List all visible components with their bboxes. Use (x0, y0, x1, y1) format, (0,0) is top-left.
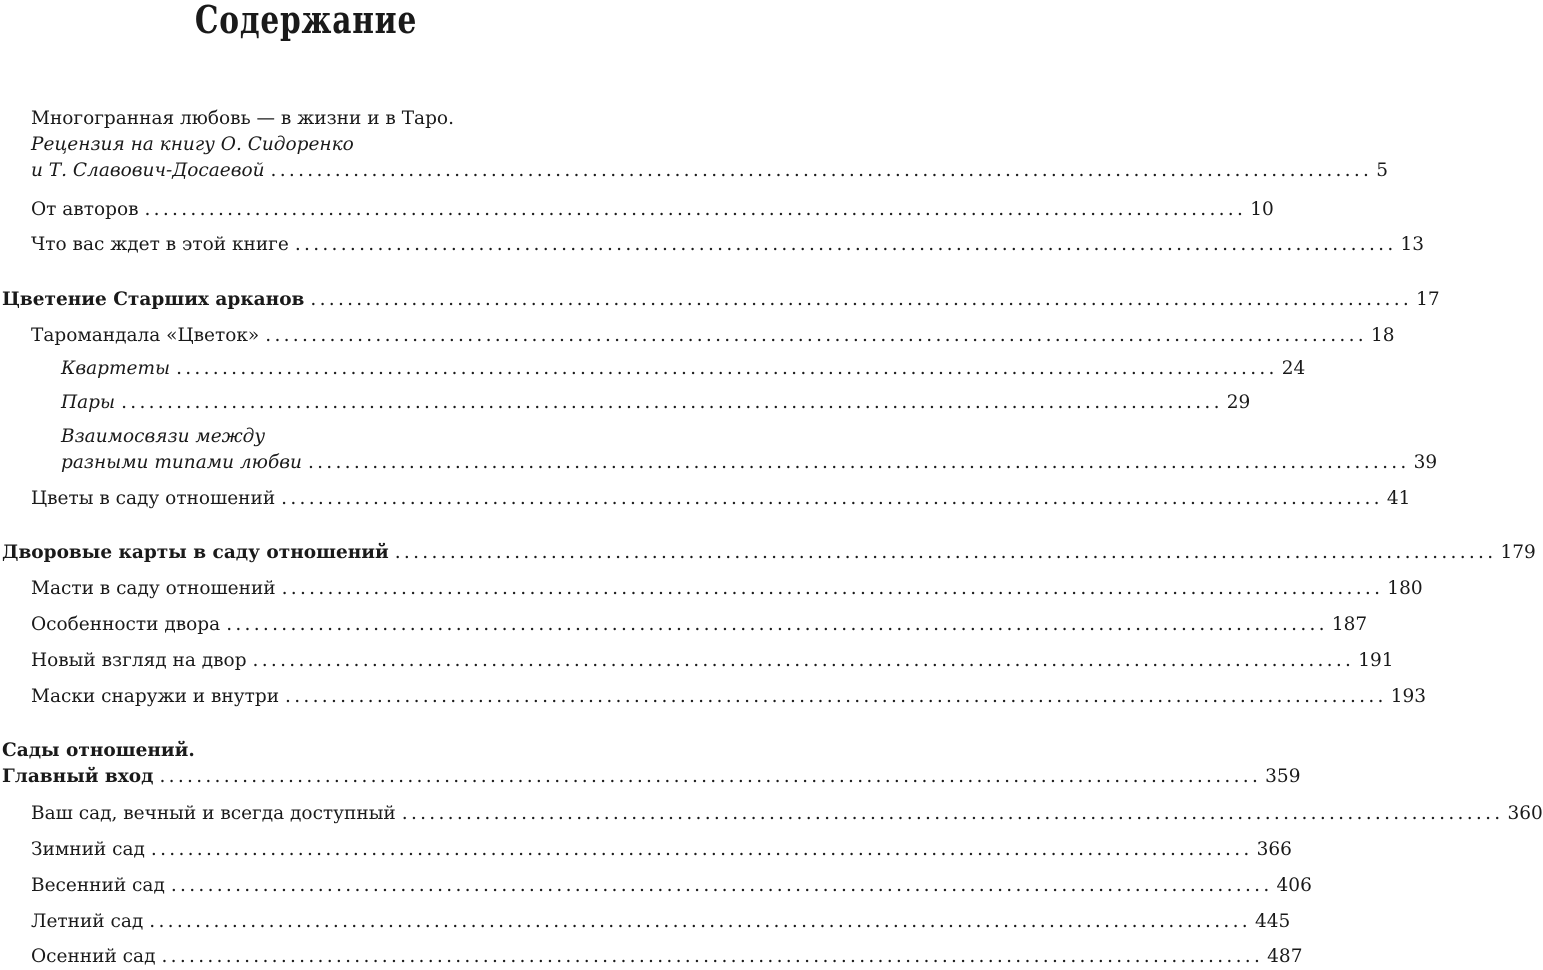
toc-entry[interactable] (31, 837, 1292, 863)
toc-page-number: 359 (1265, 766, 1301, 787)
toc-leader-dots: ........................................................................................................................ (285, 686, 1387, 707)
toc-entry-label: Дворовые карты в саду отношений (2, 542, 389, 563)
toc-page-number: 179 (1500, 542, 1536, 563)
toc-leader-dots: ........................................................................................................................ (121, 392, 1223, 413)
toc-page-number: 29 (1226, 392, 1251, 413)
toc-entry-label: Маски снаружи и внутри (31, 686, 280, 707)
toc-page-number: 191 (1358, 650, 1394, 671)
toc-entry-label: разными типами любви (61, 452, 302, 473)
toc-entry-review[interactable] (31, 106, 1389, 184)
toc-entry[interactable] (31, 648, 1394, 674)
toc-leader-dots: ........................................................................................................................ (159, 766, 1262, 787)
toc-entry[interactable] (31, 323, 1395, 349)
toc-entry-line: Рецензия на книгу О. Сидоренко (31, 134, 354, 155)
toc-entry[interactable] (31, 801, 1543, 827)
toc-entry-label: Зимний сад (31, 839, 145, 860)
toc-subentry[interactable] (61, 424, 1438, 476)
toc-entry-label: Особенности двора (31, 614, 221, 635)
toc-entry[interactable] (31, 944, 1303, 970)
toc-subentry[interactable] (61, 390, 1251, 416)
toc-leader-dots: ........................................................................................................................ (394, 542, 1497, 563)
toc-page-number: 39 (1413, 452, 1438, 473)
toc-entry-label: Цветение Старших арканов (2, 289, 305, 310)
toc-entry-label: Масти в саду отношений (31, 578, 276, 599)
toc-leader-dots: ........................................................................................................................ (270, 160, 1373, 181)
toc-page-number: 13 (1400, 234, 1425, 255)
toc-page-number: 17 (1416, 289, 1440, 310)
toc-entry-label: Цветы в саду отношений (31, 488, 276, 509)
toc-entry-label: Пары (61, 392, 116, 413)
toc-leader-dots: ........................................................................................................................ (226, 614, 1328, 635)
toc-leader-dots: ........................................................................................................................ (310, 289, 1413, 310)
toc-page-number: 366 (1256, 839, 1292, 860)
toc-page-number: 10 (1250, 199, 1274, 220)
toc-entry[interactable] (31, 873, 1312, 899)
toc-leader-dots: ........................................................................................................................ (149, 911, 1251, 932)
toc-entry[interactable] (31, 576, 1423, 602)
toc-entry-label: Летний сад (31, 911, 144, 932)
toc-entry[interactable] (31, 232, 1425, 258)
toc-leader-dots: ........................................................................................................................ (252, 650, 1355, 671)
toc-leader-dots: ........................................................................................................................ (265, 325, 1367, 346)
toc-page-number: 360 (1507, 803, 1543, 824)
toc-page-number: 406 (1276, 875, 1312, 896)
toc-entry[interactable] (31, 197, 1274, 223)
toc-entry-label: Осенний сад (31, 946, 156, 967)
toc-leader-dots: ........................................................................................................................ (144, 199, 1247, 220)
toc-entry-label: Ваш сад, вечный и всегда доступный (31, 803, 396, 824)
toc-entry[interactable] (31, 486, 1411, 512)
toc-entry[interactable] (31, 612, 1368, 638)
toc-page-number: 180 (1387, 578, 1423, 599)
toc-entry-label: Квартеты (61, 358, 171, 379)
toc-page-number: 445 (1254, 911, 1291, 932)
toc-entry-label: Новый взгляд на двор (31, 650, 247, 671)
page-title: Содержание (194, 0, 418, 42)
toc-leader-dots: ........................................................................................................................ (161, 946, 1264, 967)
toc-entry-label: Весенний сад (31, 875, 165, 896)
toc-leader-dots: ........................................................................................................................ (307, 452, 1410, 473)
toc-leader-dots: ........................................................................................................................ (176, 358, 1278, 379)
toc-entry[interactable] (31, 909, 1291, 935)
toc-entry-label: От авторов (31, 199, 139, 220)
toc-entry-line: Взаимосвязи между (61, 426, 266, 447)
toc-leader-dots: ........................................................................................................................ (170, 875, 1273, 896)
toc-entry-line: Многогранная любовь — в жизни и в Таро. (31, 108, 454, 129)
toc-leader-dots: ........................................................................................................................ (294, 234, 1397, 255)
toc-page-number: 5 (1376, 160, 1389, 181)
toc-section-heading[interactable] (2, 540, 1536, 566)
toc-entry-line: Сады отношений. (2, 740, 195, 761)
toc-page-number: 487 (1267, 946, 1303, 967)
toc-page-number: 41 (1386, 488, 1411, 509)
toc-entry-label: Что вас ждет в этой книге (31, 234, 289, 255)
toc-subentry[interactable] (61, 356, 1306, 382)
toc-leader-dots: ........................................................................................................................ (150, 839, 1253, 860)
toc-leader-dots: ........................................................................................................................ (281, 578, 1384, 599)
toc-leader-dots: ........................................................................................................................ (281, 488, 1383, 509)
toc-section-heading[interactable] (2, 738, 1301, 790)
toc-entry-label: Таромандала «Цветок» (31, 325, 260, 346)
toc-leader-dots: ........................................................................................................................ (401, 803, 1504, 824)
toc-page-number: 24 (1281, 358, 1306, 379)
toc-entry[interactable] (31, 684, 1427, 710)
toc-entry-label: Главный вход (2, 766, 154, 787)
toc-page-number: 18 (1370, 325, 1395, 346)
toc-entry-label: и Т. Славович-Досаевой (31, 160, 265, 181)
toc-page-number: 193 (1390, 686, 1427, 707)
toc-page-number: 187 (1331, 614, 1368, 635)
toc-section-heading[interactable] (2, 287, 1440, 313)
